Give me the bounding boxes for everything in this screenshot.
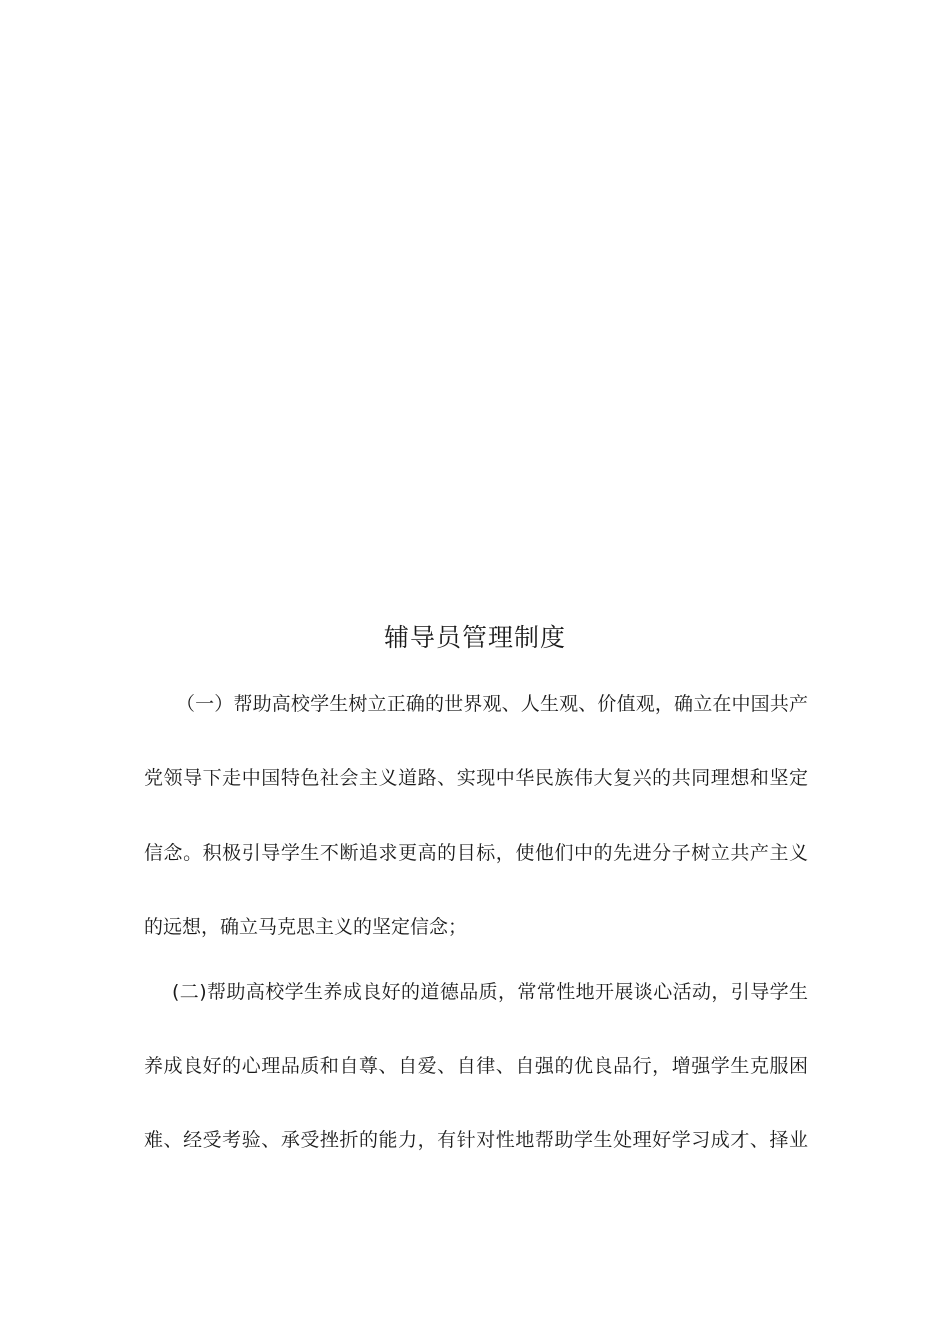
paragraph-2-line-1: (二)帮助高校学生养成良好的道德品质，常常性地开展谈心活动，引导学生 xyxy=(172,981,808,1003)
paragraph-1-line-3: 信念。积极引导学生不断追求更高的目标，使他们中的先进分子树立共产主义 xyxy=(144,842,808,864)
paragraph-1-line-2: 党领导下走中国特色社会主义道路、实现中华民族伟大复兴的共同理想和坚定 xyxy=(144,767,808,789)
paragraph-2-line-2: 养成良好的心理品质和自尊、自爱、自律、自强的优良品行，增强学生克服困 xyxy=(144,1055,808,1077)
paragraph-1-line-4: 的远想，确立马克思主义的坚定信念； xyxy=(144,916,468,938)
paragraph-1-line-1: （一）帮助高校学生树立正确的世界观、人生观、价值观，确立在中国共产 xyxy=(176,693,808,715)
paragraph-2-line-3: 难、经受考验、承受挫折的能力，有针对性地帮助学生处理好学习成才、择业 xyxy=(144,1129,808,1151)
document-title: 辅导员管理制度 xyxy=(383,623,566,652)
